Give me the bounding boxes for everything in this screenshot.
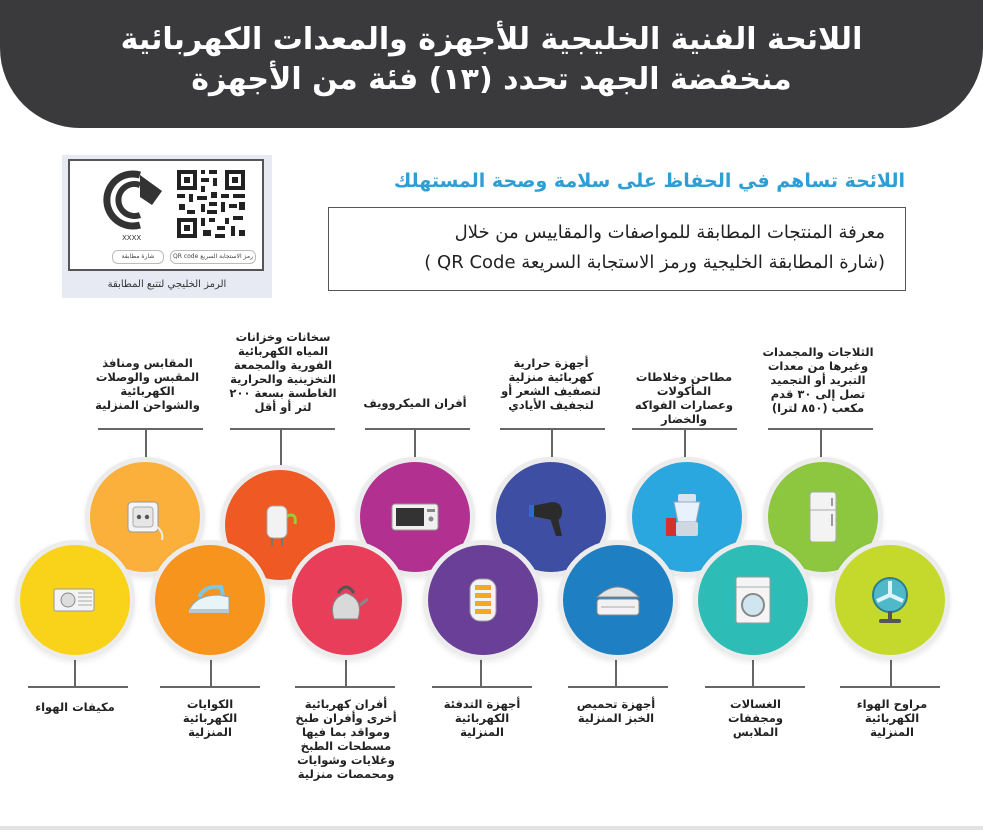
connector [160, 686, 260, 688]
category-label-sockets: المقابس ومنافذ المقبس والوصلات الكهربائية والشواحن المنزلية [95, 356, 200, 412]
connector [752, 652, 754, 686]
connector [551, 428, 553, 462]
section-subtitle: اللائحة تساهم في الحفاظ على سلامة وصحة المستهلك [393, 170, 905, 192]
kettle-icon [322, 575, 372, 625]
qr-card-caption: الرمز الخليجي لتتبع المطابقة [107, 279, 227, 290]
category-label-hair-dryer: أجهزة حرارية كهربائية منزلية لتصفيف الشعر أو لتجفيف الأيادي [501, 356, 601, 412]
connector [210, 652, 212, 686]
blender-juicer-icon [662, 492, 712, 542]
qr-code-label: رمز الاستجابة السريع QR code [170, 250, 256, 264]
connector [705, 686, 805, 688]
category-circle-washers [698, 545, 808, 655]
refrigerator-icon [798, 492, 848, 542]
category-label-toasters: أجهزة تحميص الخبز المنزلية [576, 697, 656, 725]
category-circle-irons [155, 545, 265, 655]
connector [365, 428, 470, 430]
category-circle-heaters [428, 545, 538, 655]
category-label-microwave: أفران الميكروويف [363, 396, 467, 410]
gulf-conformity-card [62, 155, 272, 298]
category-label-water-heaters: سخانات وخزانات المياه الكهربائية الفورية والمجمعة التخزينية والحرارية الغاطسة بسعة ٢٠٠ لتر أو أقل [229, 330, 337, 414]
washing-machine-icon [728, 575, 778, 625]
connector [74, 652, 76, 686]
conformity-mark-frame [68, 159, 264, 271]
page-title-line-1: اللائحة الفنية الخليجية للأجهزة والمعدات الكهربائية [120, 22, 863, 57]
clothes-iron-icon [185, 575, 235, 625]
connector [98, 428, 203, 430]
conformity-mark-label: شارة مطابقة [112, 250, 164, 264]
category-label-cookers: أفران كهربائية أخرى وأفران طبخ ومواقد بما فيها مسطحات الطبخ وغلايات وشوايات ومحمصات منزلية [295, 697, 397, 781]
category-label-washers: الغسالات ومجففات الملابس [728, 697, 783, 739]
connector [345, 652, 347, 686]
connector [684, 428, 686, 462]
category-label-air-conditioners: مكيفات الهواء [35, 700, 115, 714]
category-circle-fans [835, 545, 945, 655]
space-heater-icon [458, 575, 508, 625]
microwave-icon [390, 492, 440, 542]
footer-divider [0, 826, 983, 830]
connector [414, 428, 416, 462]
category-circle-toasters [563, 545, 673, 655]
connector [295, 686, 395, 688]
page-title-line-2: منخفضة الجهد تحدد (١٣) فئة من الأجهزة [191, 62, 792, 97]
water-heater-icon [255, 500, 305, 550]
g-mark-logo-icon [100, 169, 172, 231]
connector [28, 686, 128, 688]
category-label-heaters: أجهزة التدفئة الكهربائية المنزلية [443, 697, 521, 739]
category-label-irons: الكوايات الكهربائية المنزلية [182, 697, 238, 739]
info-box-line-1: معرفة المنتجات المطابقة للمواصفات والمقاييس من خلال [454, 222, 885, 243]
category-label-blenders: مطاحن وخلاطات المأكولات وعصارات الفواكه والخضار [634, 370, 734, 426]
logo-code: XXXX [122, 234, 142, 242]
header-banner [0, 0, 983, 128]
connector [568, 686, 668, 688]
connector [820, 428, 822, 462]
socket-outlet-icon [120, 492, 170, 542]
info-box-line-2: (شارة المطابقة الخليجية ورمز الاستجابة السريعة QR Code ) [424, 252, 885, 273]
connector [480, 652, 482, 686]
info-box [328, 207, 906, 291]
connector [432, 686, 532, 688]
category-label-refrigerators: الثلاجات والمجمدات وغيرها من معدات التبريد أو التجميد تصل إلى ٣٠ قدم مكعب (٨٥٠ لترا) [762, 345, 874, 415]
connector [840, 686, 940, 688]
connector [615, 652, 617, 686]
category-label-fans: مراوح الهواء الكهربائية المنزلية [856, 697, 928, 739]
connector [890, 652, 892, 686]
hair-dryer-icon [526, 492, 576, 542]
toaster-icon [593, 575, 643, 625]
category-circle-air-conditioners [20, 545, 130, 655]
category-circle-cookers [292, 545, 402, 655]
electric-fan-icon [865, 575, 915, 625]
connector [280, 428, 282, 470]
air-conditioner-icon [50, 575, 100, 625]
connector [230, 428, 335, 430]
qr-code-icon [175, 168, 247, 240]
